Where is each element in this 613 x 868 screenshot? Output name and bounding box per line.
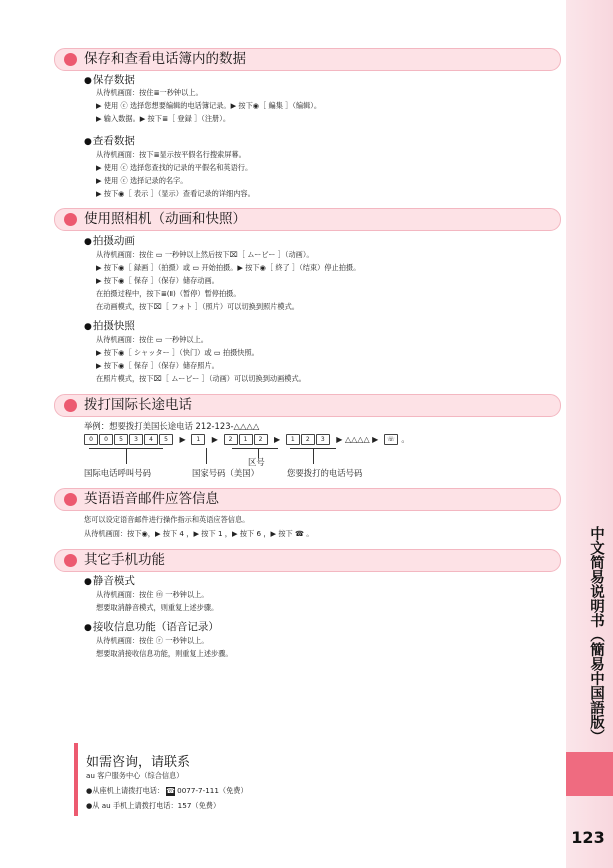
label-phone-number: 您要拨打的电话号码 — [287, 468, 363, 478]
instruction-line: ▶ 按下◉［ シャッター ］（快门）或 ▭ 拍摄快照。 — [96, 348, 259, 357]
bullet-dot-icon — [64, 493, 77, 506]
intl-example: 举例：想要拨打美国长途电话 212-123-△△△△ — [84, 421, 260, 431]
instruction-line: ▶ 使用 ⓒ 选择记录的名字。 — [96, 176, 188, 185]
label-country-code: 国家号码（美国） — [192, 468, 259, 478]
key-2-icon: 2 — [224, 434, 238, 445]
chapter-side-title: 中文简易说明书（簡易中国語版） — [588, 526, 604, 744]
call-key-icon: ☏ — [384, 434, 398, 445]
instruction-line: ▶ 按下◉［ 保存 ］（保存）储存照片。 — [96, 361, 219, 370]
instruction-line: 从待机画面：按住 ▭ 一秒钟以上。 — [96, 335, 208, 344]
section-title: 保存和查看电话簿内的数据 — [84, 51, 246, 67]
subheading-record-video: ● 拍摄动画 — [84, 235, 135, 249]
end-mark: 。 — [401, 435, 410, 444]
label-area-code: 区号 — [248, 457, 265, 467]
instruction-line: 从待机画面：按住 ⓡ 一秒钟以上。 — [96, 636, 209, 645]
key-1-icon: 1 — [286, 434, 300, 445]
instruction-line: ▶ 输入数据。▶ 按下≣［ 登録 ］（注册）。 — [96, 114, 231, 123]
subheading-save-data: ● 保存数据 — [84, 74, 135, 88]
key-group-intl-code — [84, 435, 177, 444]
key-0-icon: 0 — [84, 434, 98, 445]
contact-title: 如需咨询，请联系 — [86, 755, 191, 770]
instruction-line: 您可以设定语音邮件进行操作指示和英语应答信息。 — [84, 515, 250, 524]
bullet-dot-icon — [64, 399, 77, 412]
subheading-view-data: ● 查看数据 — [84, 135, 135, 149]
key-4-icon: 4 — [144, 434, 158, 445]
bracket-line — [89, 448, 163, 449]
bullet-dot-icon — [64, 213, 77, 226]
contact-landline — [86, 786, 248, 796]
landline-prefix: ●从座机上请拨打电话： — [86, 786, 165, 795]
instruction-line: ▶ 按下◉［ 録画 ］（拍摄）或 ▭ 开始拍摄。▶ 按下◉［ 終了 ］（结束）停止拍摄。 — [96, 263, 361, 272]
page-number: 123 — [571, 828, 605, 847]
arrow-icon: ▶ — [211, 435, 218, 444]
section-title: 使用照相机（动画和快照） — [84, 211, 246, 227]
key-2-icon: 2 — [301, 434, 315, 445]
key-1-icon: 1 — [239, 434, 253, 445]
key-3-icon: 3 — [316, 434, 330, 445]
instruction-line: 从待机画面：按住 ⓜ 一秒钟以上。 — [96, 590, 209, 599]
instruction-line: 从待机画面：按下≣显示按平假名行搜索屏幕。 — [96, 150, 246, 159]
instruction-line: 在动画模式，按下⌧［ フォト ］（照片）可以切换到照片模式。 — [96, 302, 299, 311]
contact-center: au 客户服务中心（综合信息） — [86, 771, 184, 780]
instruction-line: 想要取消静音模式，则重复上述步骤。 — [96, 603, 219, 612]
key-1-icon: 1 — [191, 434, 205, 445]
side-tab-marker — [566, 752, 613, 796]
section-title: 英语语音邮件应答信息 — [84, 491, 219, 507]
instruction-line: ▶ 按下◉［ 保存 ］（保存）储存动画。 — [96, 276, 219, 285]
arrow-icon: ▶ — [274, 435, 281, 444]
bracket-line — [313, 448, 314, 464]
subheading-receive-message: ● 接收信息功能（语音记录） — [84, 621, 219, 635]
arrow-icon: ▶ — [179, 435, 186, 444]
instruction-line: 在拍摄过程中，按下≣(Ⅱ)（暂停）暂停拍摄。 — [96, 289, 241, 298]
section-header-intl-call — [54, 394, 561, 417]
key-0-icon: 0 — [99, 434, 113, 445]
key-5-icon: 5 — [114, 434, 128, 445]
section-title: 其它手机功能 — [84, 552, 165, 568]
bracket-line — [206, 448, 207, 464]
instruction-line: ▶ 使用 ⓒ 选择您想要编辑的电话簿记录。▶ 按下◉［ 編集 ］（编辑）。 — [96, 101, 322, 110]
section-header-camera — [54, 208, 561, 231]
section-header-voicemail — [54, 488, 561, 511]
free-dial-icon: ☎ — [166, 786, 176, 795]
instruction-line: 想要取消接收信息功能，则重复上述步骤。 — [96, 649, 233, 658]
section-header-phonebook — [54, 48, 561, 71]
landline-number: 0077-7-111（免费） — [177, 786, 248, 795]
bracket-line — [290, 448, 336, 449]
subheading-silent-mode: ● 静音模式 — [84, 575, 135, 589]
instruction-line: 在照片模式，按下⌧［ ムービー ］（动画）可以切换到动画模式。 — [96, 374, 306, 383]
number-tail: ▶ △△△△ ▶ — [336, 435, 379, 444]
subheading-take-photo: ● 拍摄快照 — [84, 320, 135, 334]
section-header-other-functions — [54, 549, 561, 572]
section-title: 拨打国际长途电话 — [84, 397, 192, 413]
instruction-line: 从待机画面：按住≣一秒钟以上。 — [96, 88, 203, 97]
contact-mobile: ●从 au 手机上请拨打电话：157（免费） — [86, 801, 221, 810]
key-2-icon: 2 — [254, 434, 268, 445]
instruction-line: ▶ 按下◉［ 表示 ］（显示）查看记录的详细内容。 — [96, 189, 255, 198]
instruction-line: ▶ 使用 ⓒ 选择您查找的记录的平假名和英语行。 — [96, 163, 253, 172]
key-3-icon: 3 — [129, 434, 143, 445]
bullet-dot-icon — [64, 554, 77, 567]
label-intl-code: 国际电话呼叫号码 — [84, 468, 151, 478]
bullet-dot-icon — [64, 53, 77, 66]
bracket-line — [126, 448, 127, 464]
bracket-line — [232, 448, 278, 449]
instruction-line: 从待机画面：按住 ▭ 一秒钟以上然后按下⌧［ ムービー ］（动画）。 — [96, 250, 314, 259]
key-5-icon: 5 — [159, 434, 173, 445]
dial-sequence — [84, 434, 409, 445]
instruction-line: 从待机画面：按下◉，▶ 按下 4 ，▶ 按下 1 ，▶ 按下 6 ，▶ 按下 ☎ 。 — [84, 529, 314, 538]
